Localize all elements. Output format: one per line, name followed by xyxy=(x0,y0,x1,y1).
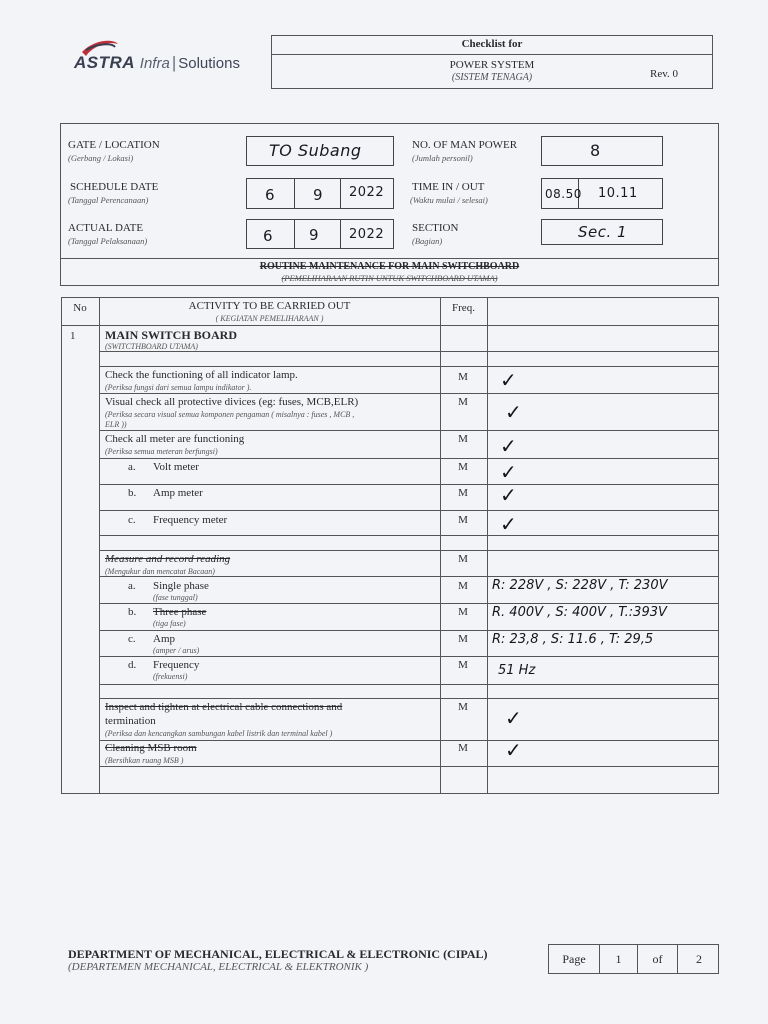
revision: Rev. 0 xyxy=(650,68,679,80)
row-protective-devices-it: (Periksa secara visual semua komponen pengaman ( misalnya : fuses , MCB , xyxy=(105,410,355,419)
freq-r1: M xyxy=(458,371,468,383)
section-value: Sec. 1 xyxy=(578,223,628,241)
check-r3a[interactable]: ✓ xyxy=(500,460,517,484)
check-r3[interactable]: ✓ xyxy=(500,434,517,458)
page-label: Page xyxy=(562,951,586,966)
row-protective-devices: Visual check all protective divices (eg: fuses, MCB,ELR) xyxy=(105,396,359,408)
page-indicator xyxy=(548,944,719,974)
row-single-phase-it: (fase tunggal) xyxy=(153,593,198,602)
manpower-field[interactable] xyxy=(541,136,663,166)
reading-amp[interactable]: R: 23,8 , S: 11.6 , T: 29,5 xyxy=(492,632,654,647)
idx-r3b: b. xyxy=(128,487,137,499)
freq-r4c: M xyxy=(458,633,468,645)
company-logo: ASTRA Infra | Solutions xyxy=(74,53,240,72)
row-amp-it: (amper / arus) xyxy=(153,646,200,655)
page-total: 2 xyxy=(677,945,720,973)
check-r5[interactable]: ✓ xyxy=(505,706,522,730)
row-amp-meter: Amp meter xyxy=(153,487,203,499)
actual-month: 9 xyxy=(309,226,320,244)
freq-r3b: M xyxy=(458,487,468,499)
of-label: of xyxy=(637,945,677,973)
freq-r2: M xyxy=(458,396,468,408)
idx-r4b: b. xyxy=(128,606,137,618)
idx-r4c: c. xyxy=(128,633,136,645)
schedule-label-it: (Tanggal Perencanaan) xyxy=(68,195,149,205)
check-r1[interactable]: ✓ xyxy=(500,368,517,392)
row-measure-reading: Measure and record reading xyxy=(105,553,231,565)
info-divider xyxy=(60,258,719,259)
row-frequency-it: (frekuensi) xyxy=(153,672,188,681)
manpower-label-it: (Jumlah personil) xyxy=(412,153,473,163)
schedule-day: 6 xyxy=(265,186,276,204)
timeinout-label: TIME IN / OUT xyxy=(412,181,485,193)
row-inspect-tighten-it: (Periksa dan kencangkan sambungan kabel listrik dan terminal kabel ) xyxy=(105,729,333,738)
gate-value: TO Subang xyxy=(269,141,362,160)
page-number: 1 xyxy=(599,945,637,973)
col-divider-no xyxy=(99,297,100,794)
row-meter-functioning: Check all meter are functioning xyxy=(105,433,245,445)
routine-title-it: (PEMELIHARAAN RUTIN UNTUK SWITCHBOARD UTAMA) xyxy=(281,273,498,283)
check-r3b[interactable]: ✓ xyxy=(500,483,517,507)
col-divider-freq xyxy=(487,297,488,794)
actual-date-field[interactable] xyxy=(246,219,394,249)
time-out: 10.11 xyxy=(598,186,638,201)
row-frequency: Frequency xyxy=(153,659,200,671)
gate-label-it: (Gerbang / Lokasi) xyxy=(68,153,134,163)
actual-day: 6 xyxy=(263,227,274,245)
reading-single-phase[interactable]: R: 228V , S: 228V , T: 230V xyxy=(492,578,668,593)
section-title-it: (SWITCTHBOARD UTAMA) xyxy=(105,342,198,351)
logo-solutions: Solutions xyxy=(178,55,240,72)
idx-r4d: d. xyxy=(128,659,137,671)
checklist-title: Checklist for xyxy=(461,38,523,50)
col-header-no: No xyxy=(73,302,87,314)
system-name: POWER SYSTEM xyxy=(449,59,535,71)
schedule-date-field[interactable] xyxy=(246,178,394,209)
timeinout-label-it: (Waktu mulai / selesai) xyxy=(410,195,488,205)
row-frequency-meter: Frequency meter xyxy=(153,514,228,526)
row-indicator-lamp: Check the functioning of all indicator lamp. xyxy=(105,369,298,381)
row-inspect-tighten-2: termination xyxy=(105,715,156,727)
system-name-it: (SISTEM TENAGA) xyxy=(451,72,533,83)
row-cleaning-msb-it: (Bersihkan ruang MSB ) xyxy=(105,756,184,765)
idx-r3c: c. xyxy=(128,514,136,526)
actual-label: ACTUAL DATE xyxy=(68,222,144,234)
logo-brand: ASTRA xyxy=(74,53,136,72)
freq-r4a: M xyxy=(458,580,468,592)
time-in: 08.50 xyxy=(545,187,582,201)
reading-frequency[interactable]: 51 Hz xyxy=(498,663,536,678)
reading-three-phase[interactable]: R. 400V , S: 400V , T.:393V xyxy=(492,605,667,620)
col-header-freq: Freq. xyxy=(452,302,475,314)
row-amp: Amp xyxy=(153,633,175,645)
manpower-value: 8 xyxy=(590,141,601,160)
freq-r4: M xyxy=(458,553,468,565)
row-cleaning-msb: Cleaning MSB room xyxy=(105,742,197,754)
row-measure-reading-it: (Mengukur dan mencatat Bacaan) xyxy=(105,567,215,576)
footer-department: DEPARTMENT OF MECHANICAL, ELECTRICAL & ELECTRONIC (CIPAL) xyxy=(68,947,488,961)
idx-r3a: a. xyxy=(128,461,136,473)
section-label: SECTION xyxy=(412,222,459,234)
manpower-label: NO. OF MAN POWER xyxy=(412,139,518,151)
actual-label-it: (Tanggal Pelaksanaan) xyxy=(68,236,148,246)
check-r3c[interactable]: ✓ xyxy=(500,512,517,536)
check-r2[interactable]: ✓ xyxy=(505,400,522,424)
time-field[interactable] xyxy=(541,178,663,209)
freq-r4b: M xyxy=(458,606,468,618)
freq-r3c: M xyxy=(458,514,468,526)
row-meter-functioning-it: (Periksa semua meteran berfungsi) xyxy=(105,447,218,456)
freq-r5: M xyxy=(458,701,468,713)
section-title: MAIN SWITCH BOARD xyxy=(105,328,238,342)
freq-r3a: M xyxy=(458,461,468,473)
idx-r4a: a. xyxy=(128,580,136,592)
section-field[interactable] xyxy=(541,219,663,245)
row-indicator-lamp-it: (Periksa fungsi dari semua lampu indikator ). xyxy=(105,383,252,392)
section-label-it: (Bagian) xyxy=(412,236,443,246)
freq-r4d: M xyxy=(458,659,468,671)
check-r6[interactable]: ✓ xyxy=(505,738,522,762)
row-single-phase: Single phase xyxy=(153,580,209,592)
footer-department-it: (DEPARTEMEN MECHANICAL, ELECTRICAL & ELEKTRONIK ) xyxy=(68,961,369,973)
row-three-phase: Three phase xyxy=(153,606,207,618)
logo-infra: Infra xyxy=(139,55,170,72)
gate-field[interactable] xyxy=(246,136,394,166)
row-volt-meter: Volt meter xyxy=(153,461,199,473)
row-protective-devices-it2: ELR )) xyxy=(105,420,127,429)
schedule-month: 9 xyxy=(313,186,324,204)
freq-r6: M xyxy=(458,742,468,754)
routine-title: ROUTINE MAINTENANCE FOR MAIN SWITCHBOARD xyxy=(259,261,520,272)
freq-r3: M xyxy=(458,433,468,445)
schedule-year: 2022 xyxy=(349,185,385,200)
row-three-phase-it: (tiga fase) xyxy=(153,619,186,628)
section-no: 1 xyxy=(70,330,76,342)
col-header-activity: ACTIVITY TO BE CARRIED OUT xyxy=(188,300,351,312)
gate-label: GATE / LOCATION xyxy=(68,139,160,151)
schedule-label: SCHEDULE DATE xyxy=(70,181,159,193)
col-header-activity-it: ( KEGIATAN PEMELIHARAAN ) xyxy=(215,314,324,323)
row-inspect-tighten: Inspect and tighten at electrical cable connections and xyxy=(105,701,343,713)
actual-year: 2022 xyxy=(349,227,385,242)
